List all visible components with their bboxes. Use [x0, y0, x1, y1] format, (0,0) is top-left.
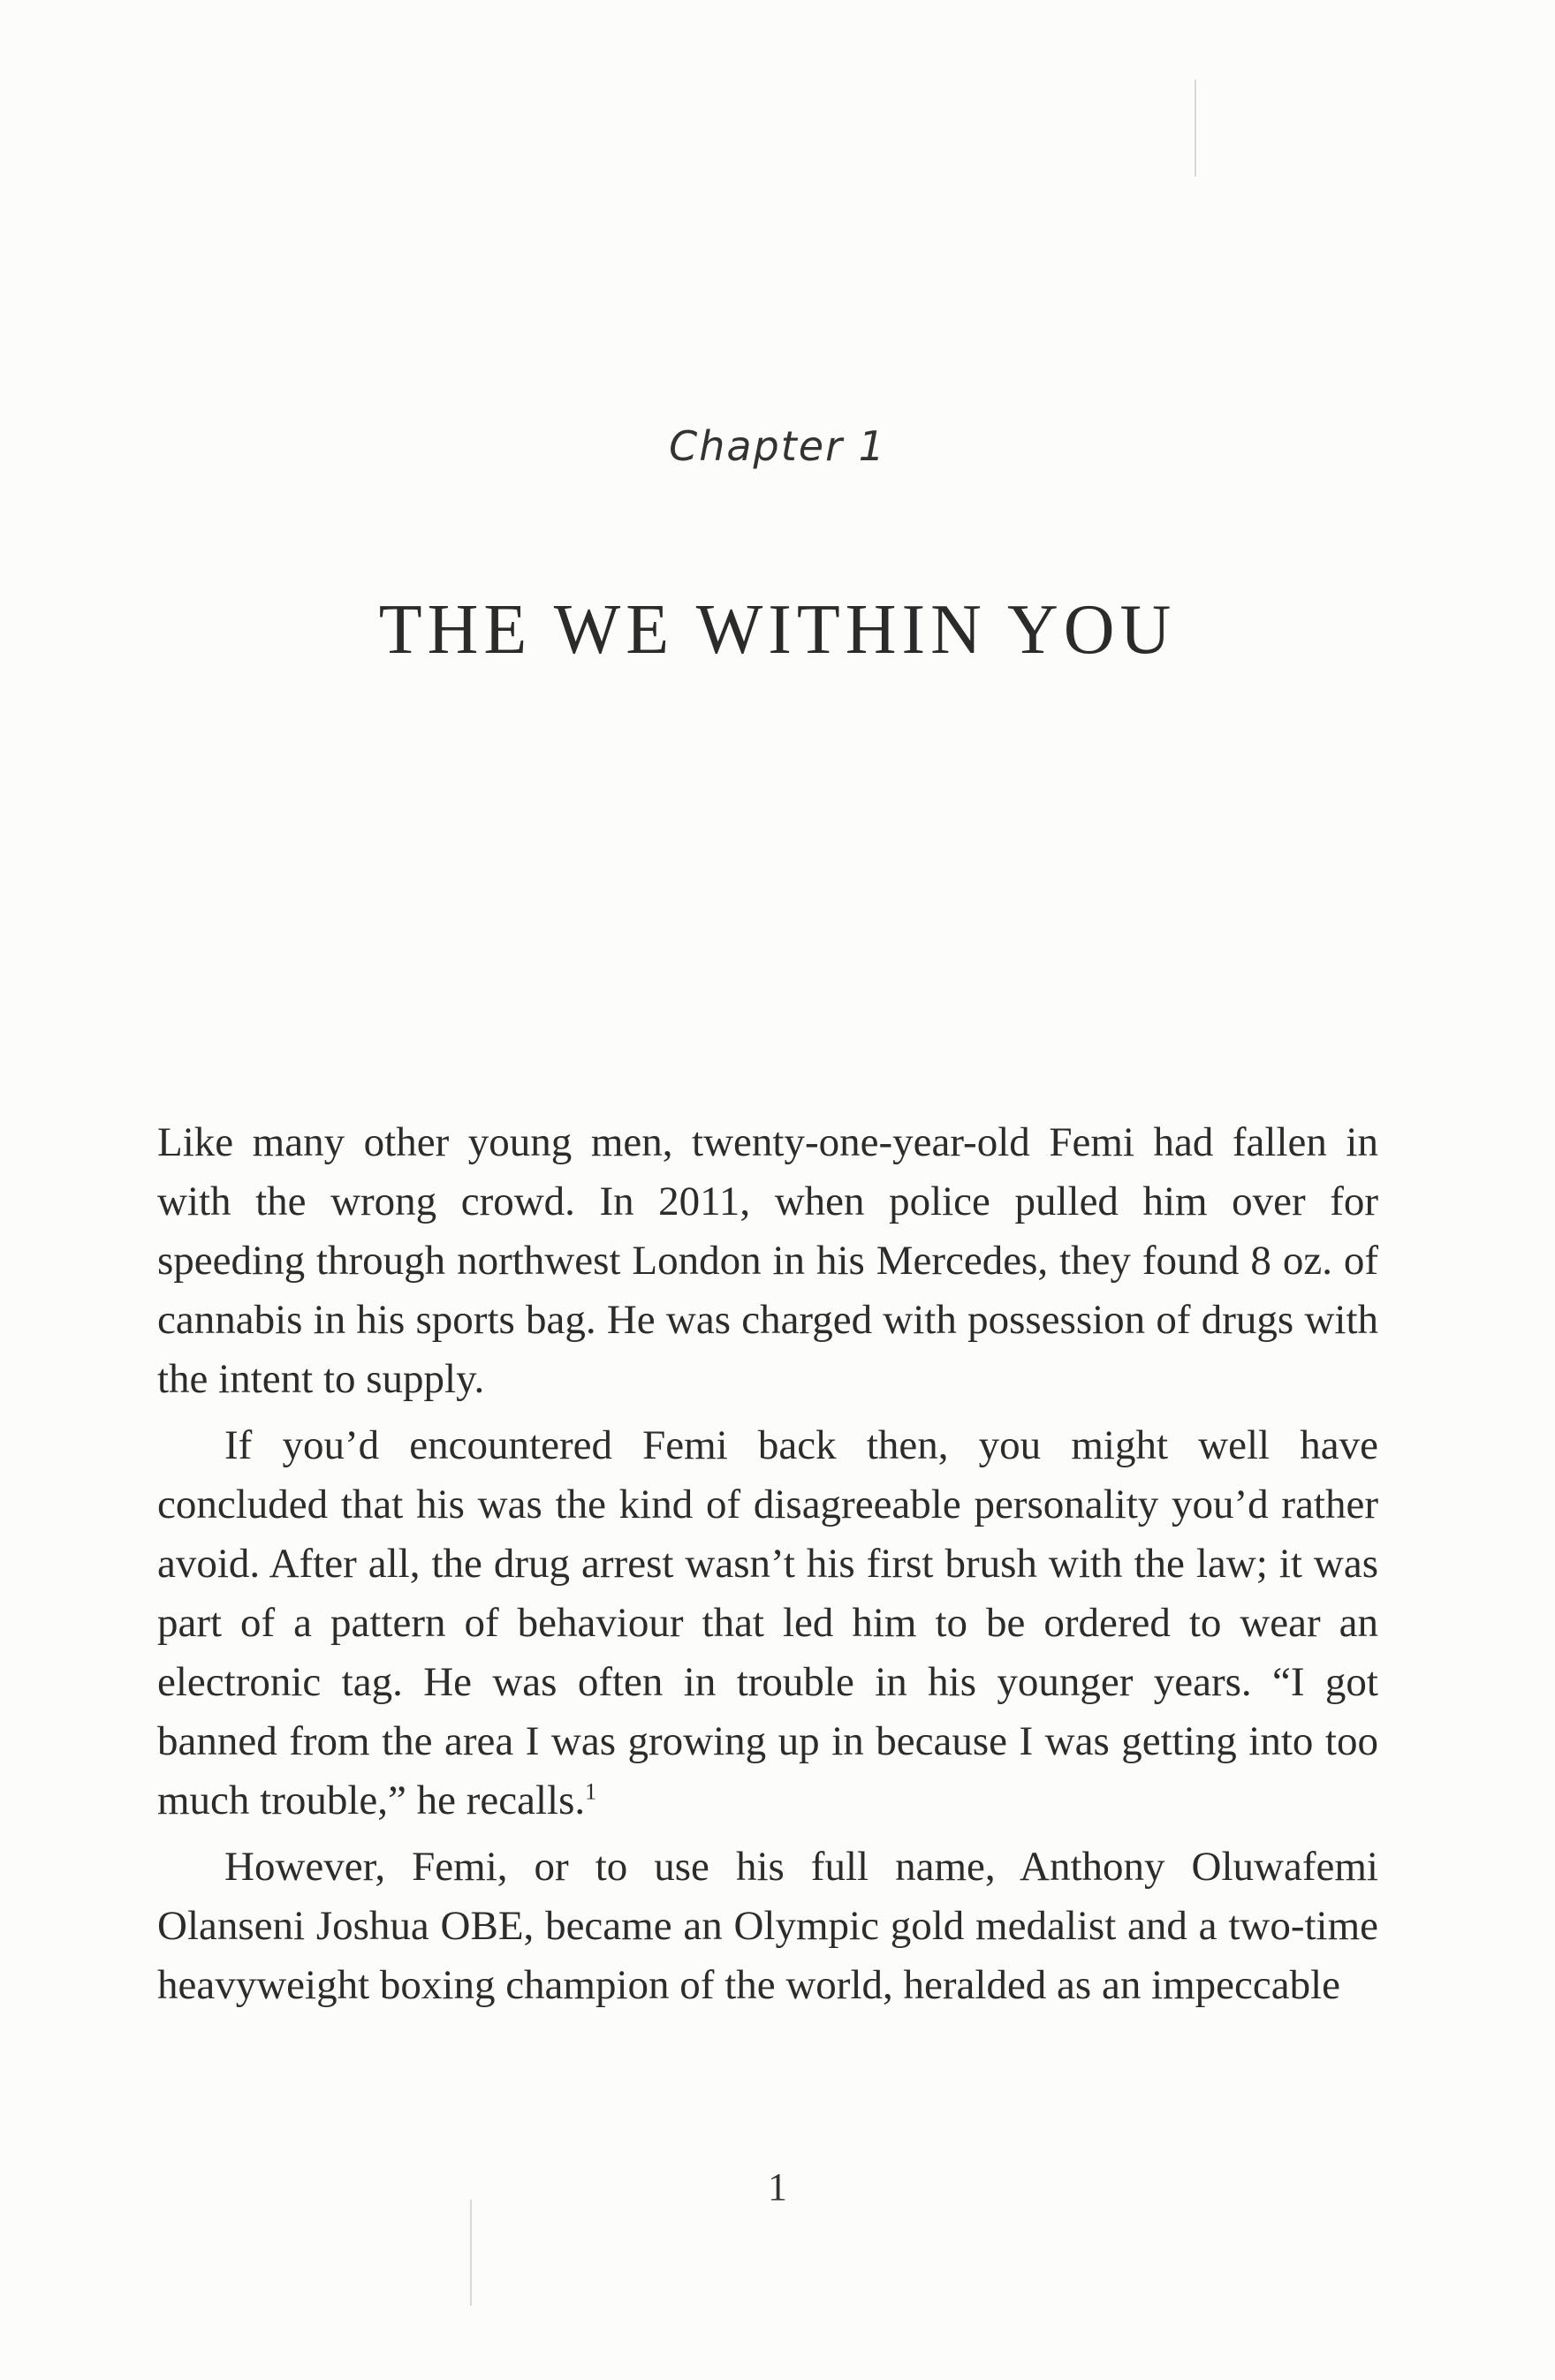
scan-artifact-line: [470, 2200, 472, 2306]
footnote-marker[interactable]: 1: [585, 1778, 597, 1805]
paragraph-text: Like many other young men, twenty-one-year-old Femi had fallen in with the wrong crowd. In 2011, when police pulled him over for speeding through northwest London in his Mercedes, they found 8 oz. of cannabis in his sports bag. He was charged with possession of drugs with the intent to supply.: [157, 1119, 1378, 1402]
paragraph: [157, 1416, 1378, 1830]
body-text: [157, 1113, 1378, 2022]
paragraph: [157, 1113, 1378, 1409]
paragraph-text: If you’d encountered Femi back then, you might well have concluded that his was the kind of disagreeable personality you’d rather avoid. After all, the drug arrest wasn’t his first brush with the law; it was part of a pattern of behaviour that led him to be ordered to wear an electronic tag. He was often in trouble in his younger years. “I got banned from the area I was growing up in because I was getting into too much trouble,” he recalls.: [157, 1422, 1378, 1823]
chapter-title: THE WE WITHIN YOU: [378, 591, 1177, 669]
scan-artifact-line: [1195, 80, 1196, 177]
paragraph: [157, 1838, 1378, 2015]
chapter-label: Chapter 1: [669, 422, 886, 470]
paragraph-text: However, Femi, or to use his full name, Anthony Oluwafemi Olanseni Joshua OBE, became an Olympic gold medalist and a two-time heavyweight boxing champion of the world, heralded as an impeccable: [157, 1844, 1378, 2008]
page-number: 1: [768, 2165, 787, 2209]
